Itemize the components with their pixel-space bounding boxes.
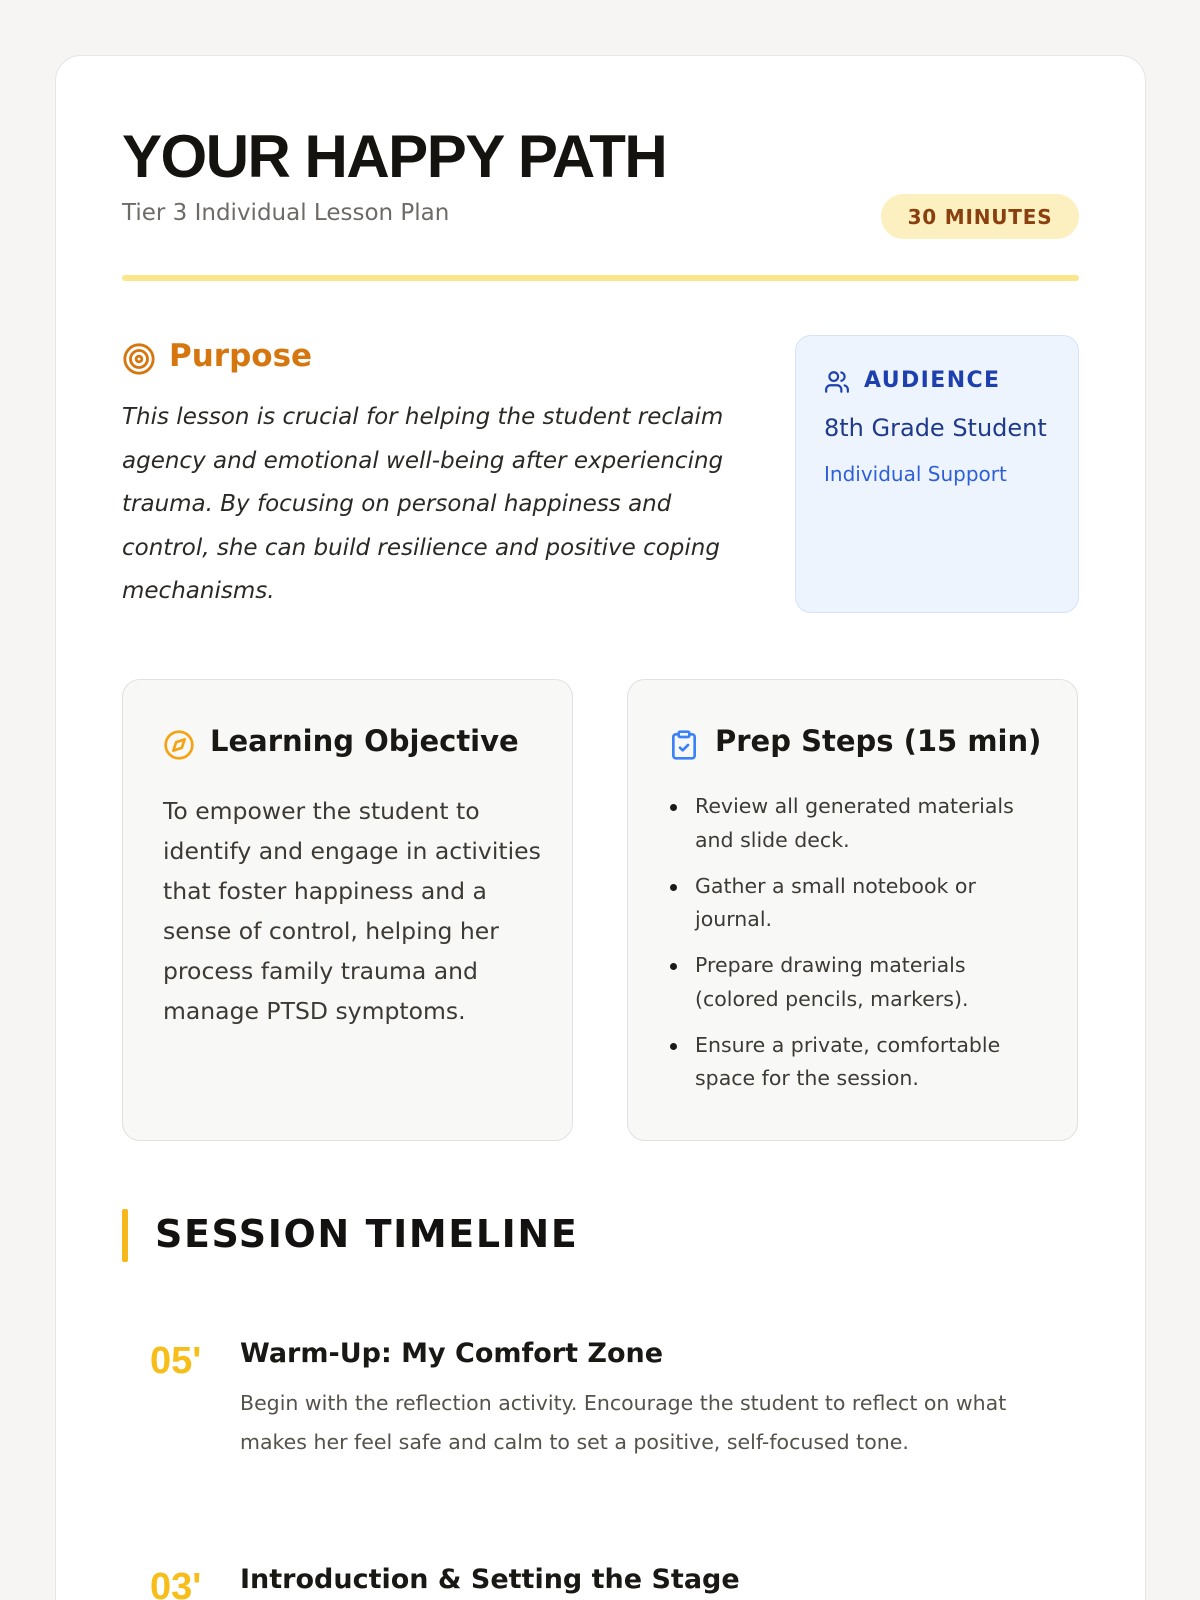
audience-grade: 8th Grade Student xyxy=(824,414,1047,442)
duration-badge: 30 MINUTES xyxy=(881,194,1079,239)
users-icon xyxy=(824,369,850,395)
target-icon xyxy=(122,342,156,376)
prep-steps-panel xyxy=(627,679,1078,1141)
learning-objective-panel xyxy=(122,679,573,1141)
session-timeline-heading: SESSION TIMELINE xyxy=(155,1212,579,1256)
purpose-text: This lesson is crucial for helping the student reclaim agency and emotional well-being after experiencing trauma. By focusing on personal happiness and control, she can build resilience and positive coping mechanisms. xyxy=(122,404,724,604)
step-duration: 03' xyxy=(150,1566,202,1600)
prep-step-item: Prepare drawing materials (colored pencils, markers). xyxy=(668,949,1053,1016)
prep-step-item: Gather a small notebook or journal. xyxy=(668,870,1053,937)
timeline-accent-bar xyxy=(122,1209,128,1262)
step-title: Warm-Up: My Comfort Zone xyxy=(240,1338,664,1369)
clipboard-check-icon xyxy=(668,729,700,761)
compass-icon xyxy=(163,729,195,761)
header-divider xyxy=(122,275,1079,281)
audience-card xyxy=(795,335,1079,613)
learning-objective-text: To empower the student to identify and engage in activities that foster happiness and a sense of control, helping her process family trauma and manage PTSD symptoms. xyxy=(163,797,541,1025)
audience-support-type: Individual Support xyxy=(824,462,1007,486)
page-title: YOUR HAPPY PATH xyxy=(122,123,667,190)
prep-steps-title: Prep Steps (15 min) xyxy=(715,724,1042,758)
step-title: Introduction & Setting the Stage xyxy=(240,1564,740,1595)
prep-step-item: Ensure a private, comfortable space for the session. xyxy=(668,1029,1053,1096)
step-description: Begin with the reflection activity. Encourage the student to reflect on what makes her feel safe and calm to set a positive, self-focused tone. xyxy=(240,1391,1007,1454)
prep-step-item: Review all generated materials and slide deck. xyxy=(668,790,1053,857)
purpose-heading: Purpose xyxy=(169,338,313,374)
prep-steps-list xyxy=(668,790,1053,1108)
page-subtitle: Tier 3 Individual Lesson Plan xyxy=(122,200,450,226)
learning-objective-title: Learning Objective xyxy=(210,724,519,758)
audience-label: AUDIENCE xyxy=(864,368,1001,393)
step-duration: 05' xyxy=(150,1340,202,1382)
